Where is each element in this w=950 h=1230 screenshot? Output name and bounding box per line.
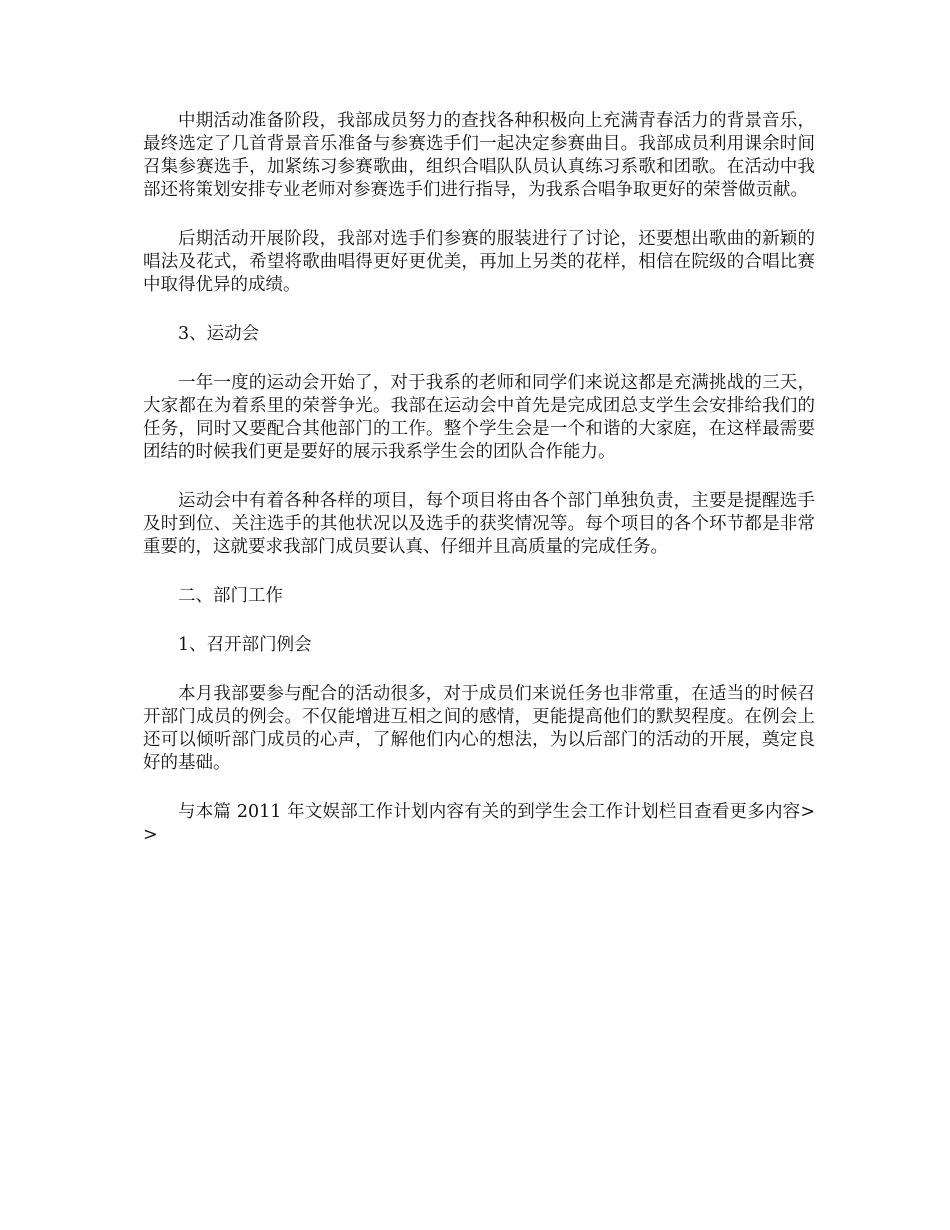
paragraph-department-meeting: 本月我部要参与配合的活动很多，对于成员们来说任务也非常重，在适当的时候召开部门成员的例会。不仅能增进互相之间的感情，更能提高他们的默契程度。在例会上还可以倾听部门成员的心声，了解他们内心的想法，为以后部门的活动的开展，奠定良好的基础。: [143, 684, 815, 773]
paragraph-related-content-link: 与本篇 2011 年文娱部工作计划内容有关的到学生会工作计划栏目查看更多内容>>: [143, 802, 815, 845]
paragraph-chorus-mid-stage: 中期活动准备阶段，我部成员努力的查找各种积极向上充满青春活力的背景音乐，最终选定了几首背景音乐准备与参赛选手们一起决定参赛曲目。我部成员利用课余时间召集参赛选手，加紧练习参赛歌曲，组织合唱队队员认真练习系歌和团歌。在活动中我部还将策划安排专业老师对参赛选手们进行指导，为我系合唱争取更好的荣誉做贡献。: [143, 111, 815, 200]
section-heading-department-work: 二、部门工作: [178, 586, 283, 606]
document-body: [143, 110, 815, 873]
paragraph-sports-meet-intro: 一年一度的运动会开始了，对于我系的老师和同学们来说这都是充满挑战的三天，大家都在为着系里的荣誉争光。我部在运动会中首先是完成团总支学生会安排给我们的任务，同时又要配合其他部门的工作。整个学生会是一个和谐的大家庭，在这样最需要团结的时候我们更是要好的展示我系学生会的团队合作能力。: [143, 373, 815, 462]
paragraph-chorus-late-stage: 后期活动开展阶段，我部对选手们参赛的服装进行了讨论，还要想出歌曲的新颖的唱法及花式，希望将歌曲唱得更好更优美，再加上另类的花样，相信在院级的合唱比赛中取得优异的成绩。: [143, 229, 815, 295]
section-heading-department-meeting: 1、召开部门例会: [178, 635, 312, 655]
section-heading-sports-meet: 3、运动会: [178, 324, 260, 344]
paragraph-sports-meet-events: 运动会中有着各种各样的项目，每个项目将由各个部门单独负责，主要是提醒选手及时到位、关注选手的其他状况以及选手的获奖情况等。每个项目的各个环节都是非常重要的，这就要求我部门成员要认真、仔细并且高质量的完成任务。: [143, 491, 815, 557]
